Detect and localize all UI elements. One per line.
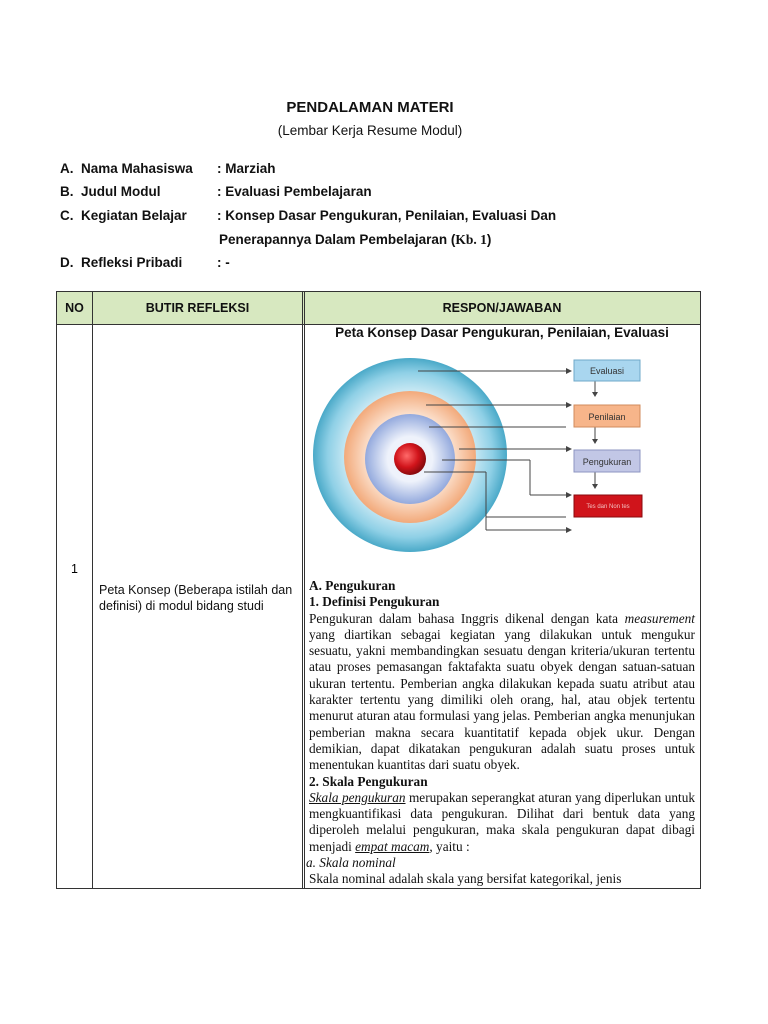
row-number: 1 — [71, 562, 78, 576]
info-value: : Evaluasi Pembelajaran — [217, 184, 372, 199]
header-respon: RESPON/JAWABAN — [442, 301, 562, 315]
page-subtitle: (Lembar Kerja Resume Modul) — [277, 123, 463, 138]
info-value-continued: Penerapannya Dalam Pembelajaran (Kb. 1) — [219, 232, 492, 247]
paragraph-skala: Skala pengukuran merupakan seperangkat aturan yang diperlukan untuk mengkuantifikasi data pengukuran. Dilihat dari bentuk data yang diperoleh melalui pengukuran, maka skala pengukuran dapat dibagi menjadi empat macam, yaitu : — [309, 789, 695, 854]
respon-cell — [304, 325, 700, 888]
concept-map-title: Peta Konsep Dasar Pengukuran, Penilaian, Evaluasi — [335, 325, 669, 340]
evaluasi-box-label: Evaluasi — [589, 366, 625, 376]
info-letter: A. — [60, 161, 74, 176]
info-letter: D. — [60, 255, 74, 270]
column-divider — [92, 292, 93, 888]
tes-core-circle — [394, 443, 426, 475]
table-header — [57, 292, 700, 325]
page-title: PENDALAMAN MATERI — [286, 99, 454, 116]
section-heading: A. Pengukuran — [309, 578, 396, 593]
info-label: Judul Modul — [81, 184, 161, 199]
paragraph-nominal: Skala nominal adalah skala yang bersifat kategorikal, jenis — [309, 871, 622, 887]
paragraph-definisi: Pengukuran dalam bahasa Inggris dikenal dengan kata measurement yang diartikan sebagai kegiatan yang dilakukan untuk mengukur sesuatu, yakni membandingkan sesuatu dengan kriteria/ukuran tertentu atau proses pemasangan faktafakta suatu obyek dengan satuan-satuan ukuran tertentu. Pemberian angka dilakukan kepada suatu atribut atau karakter tertentu yang dimiliki oleh orang, hal, atau objek tertentu menurut aturan atau formulasi yang jelas. Pemberian angka menunjukan pemberian makna secara kuantitatif kepada objek ukur. Dengan demikian, dapat dikatakan pengukuran adalah suatu proses untuk menentukan kuantitas dari suatu obyek. — [309, 610, 695, 773]
tes-box-label: Tes dan Non tes — [586, 504, 630, 510]
info-label: Refleksi Pribadi — [81, 255, 183, 270]
list-item-heading: a. Skala nominal — [306, 855, 396, 871]
info-value: : Marziah — [217, 161, 276, 176]
info-letter: C. — [60, 208, 74, 223]
penilaian-box-label: Penilaian — [588, 412, 626, 422]
header-no: NO — [65, 301, 84, 315]
concept-map-diagram — [304, 347, 700, 567]
info-kb: Kb. 1 — [455, 232, 487, 247]
info-value: : Konsep Dasar Pengukuran, Penilaian, Evaluasi Dan — [217, 208, 557, 223]
respon-text — [306, 578, 695, 888]
header-butir: BUTIR REFLEKSI — [145, 301, 250, 315]
info-label: Nama Mahasiswa — [81, 161, 193, 176]
subsection-heading: 1. Definisi Pengukuran — [309, 594, 440, 610]
info-label: Kegiatan Belajar — [81, 208, 187, 223]
column-divider — [302, 292, 303, 888]
pengukuran-box-label: Pengukuran — [582, 457, 632, 467]
reflection-table — [56, 291, 701, 889]
info-letter: B. — [60, 184, 74, 199]
butir-refleksi-text: Peta Konsep (Beberapa istilah dan definisi) di modul bidang studi — [99, 583, 293, 613]
info-value: : - — [217, 255, 230, 270]
subsection-heading: 2. Skala Pengukuran — [309, 773, 428, 789]
